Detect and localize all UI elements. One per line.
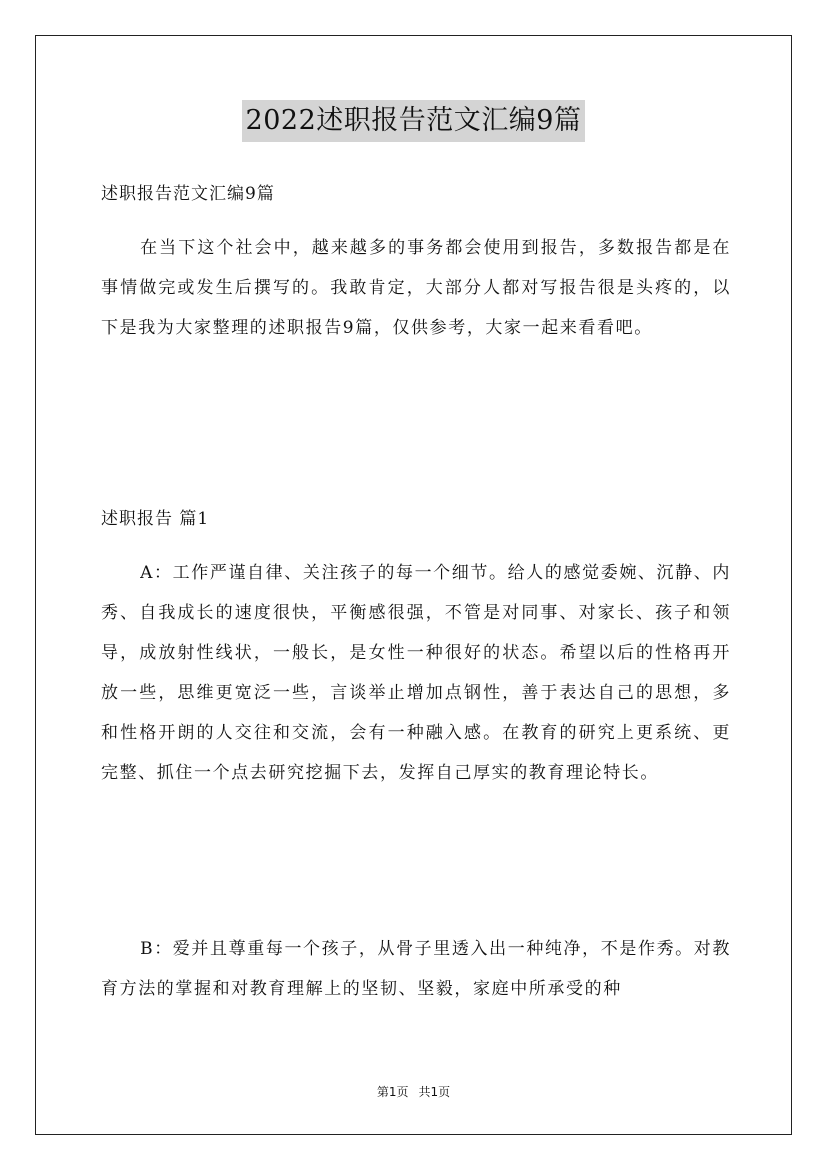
document-subtitle: 述职报告范文汇编9篇	[101, 184, 275, 204]
document-title: 2022述职报告范文汇编9篇	[242, 100, 586, 142]
paragraph-b: B：爱并且尊重每一个孩子，从骨子里透入出一种纯净，不是作秀。对教育方法的掌握和对教育理解上的坚韧、坚毅，家庭中所承受的种	[101, 939, 731, 999]
page-footer	[0, 1084, 827, 1100]
page-total: 共1页	[418, 1085, 451, 1099]
title-container	[0, 100, 827, 142]
section-heading: 述职报告 篇1	[101, 509, 210, 529]
page-number: 第1页	[376, 1085, 409, 1099]
paragraph-a: A：工作严谨自律、关注孩子的每一个细节。给人的感觉委婉、沉静、内秀、自我成长的速度很快，平衡感很强，不管是对同事、对家长、孩子和领导，成放射性线状，一般长，是女性一种很好的状态。希望以后的性格再开放一些，思维更宽泛一些，言谈举止增加点钢性，善于表达自己的思想，多和性格开朗的人交往和交流，会有一种融入感。在教育的研究上更系统、更完整、抓住一个点去研究挖掘下去，发挥自己厚实的教育理论特长。	[101, 563, 731, 783]
intro-paragraph: 在当下这个社会中，越来越多的事务都会使用到报告，多数报告都是在事情做完或发生后撰写的。我敢肯定，大部分人都对写报告很是头疼的，以下是我为大家整理的述职报告9篇，仅供参考，大家一起来看看吧。	[101, 238, 731, 338]
